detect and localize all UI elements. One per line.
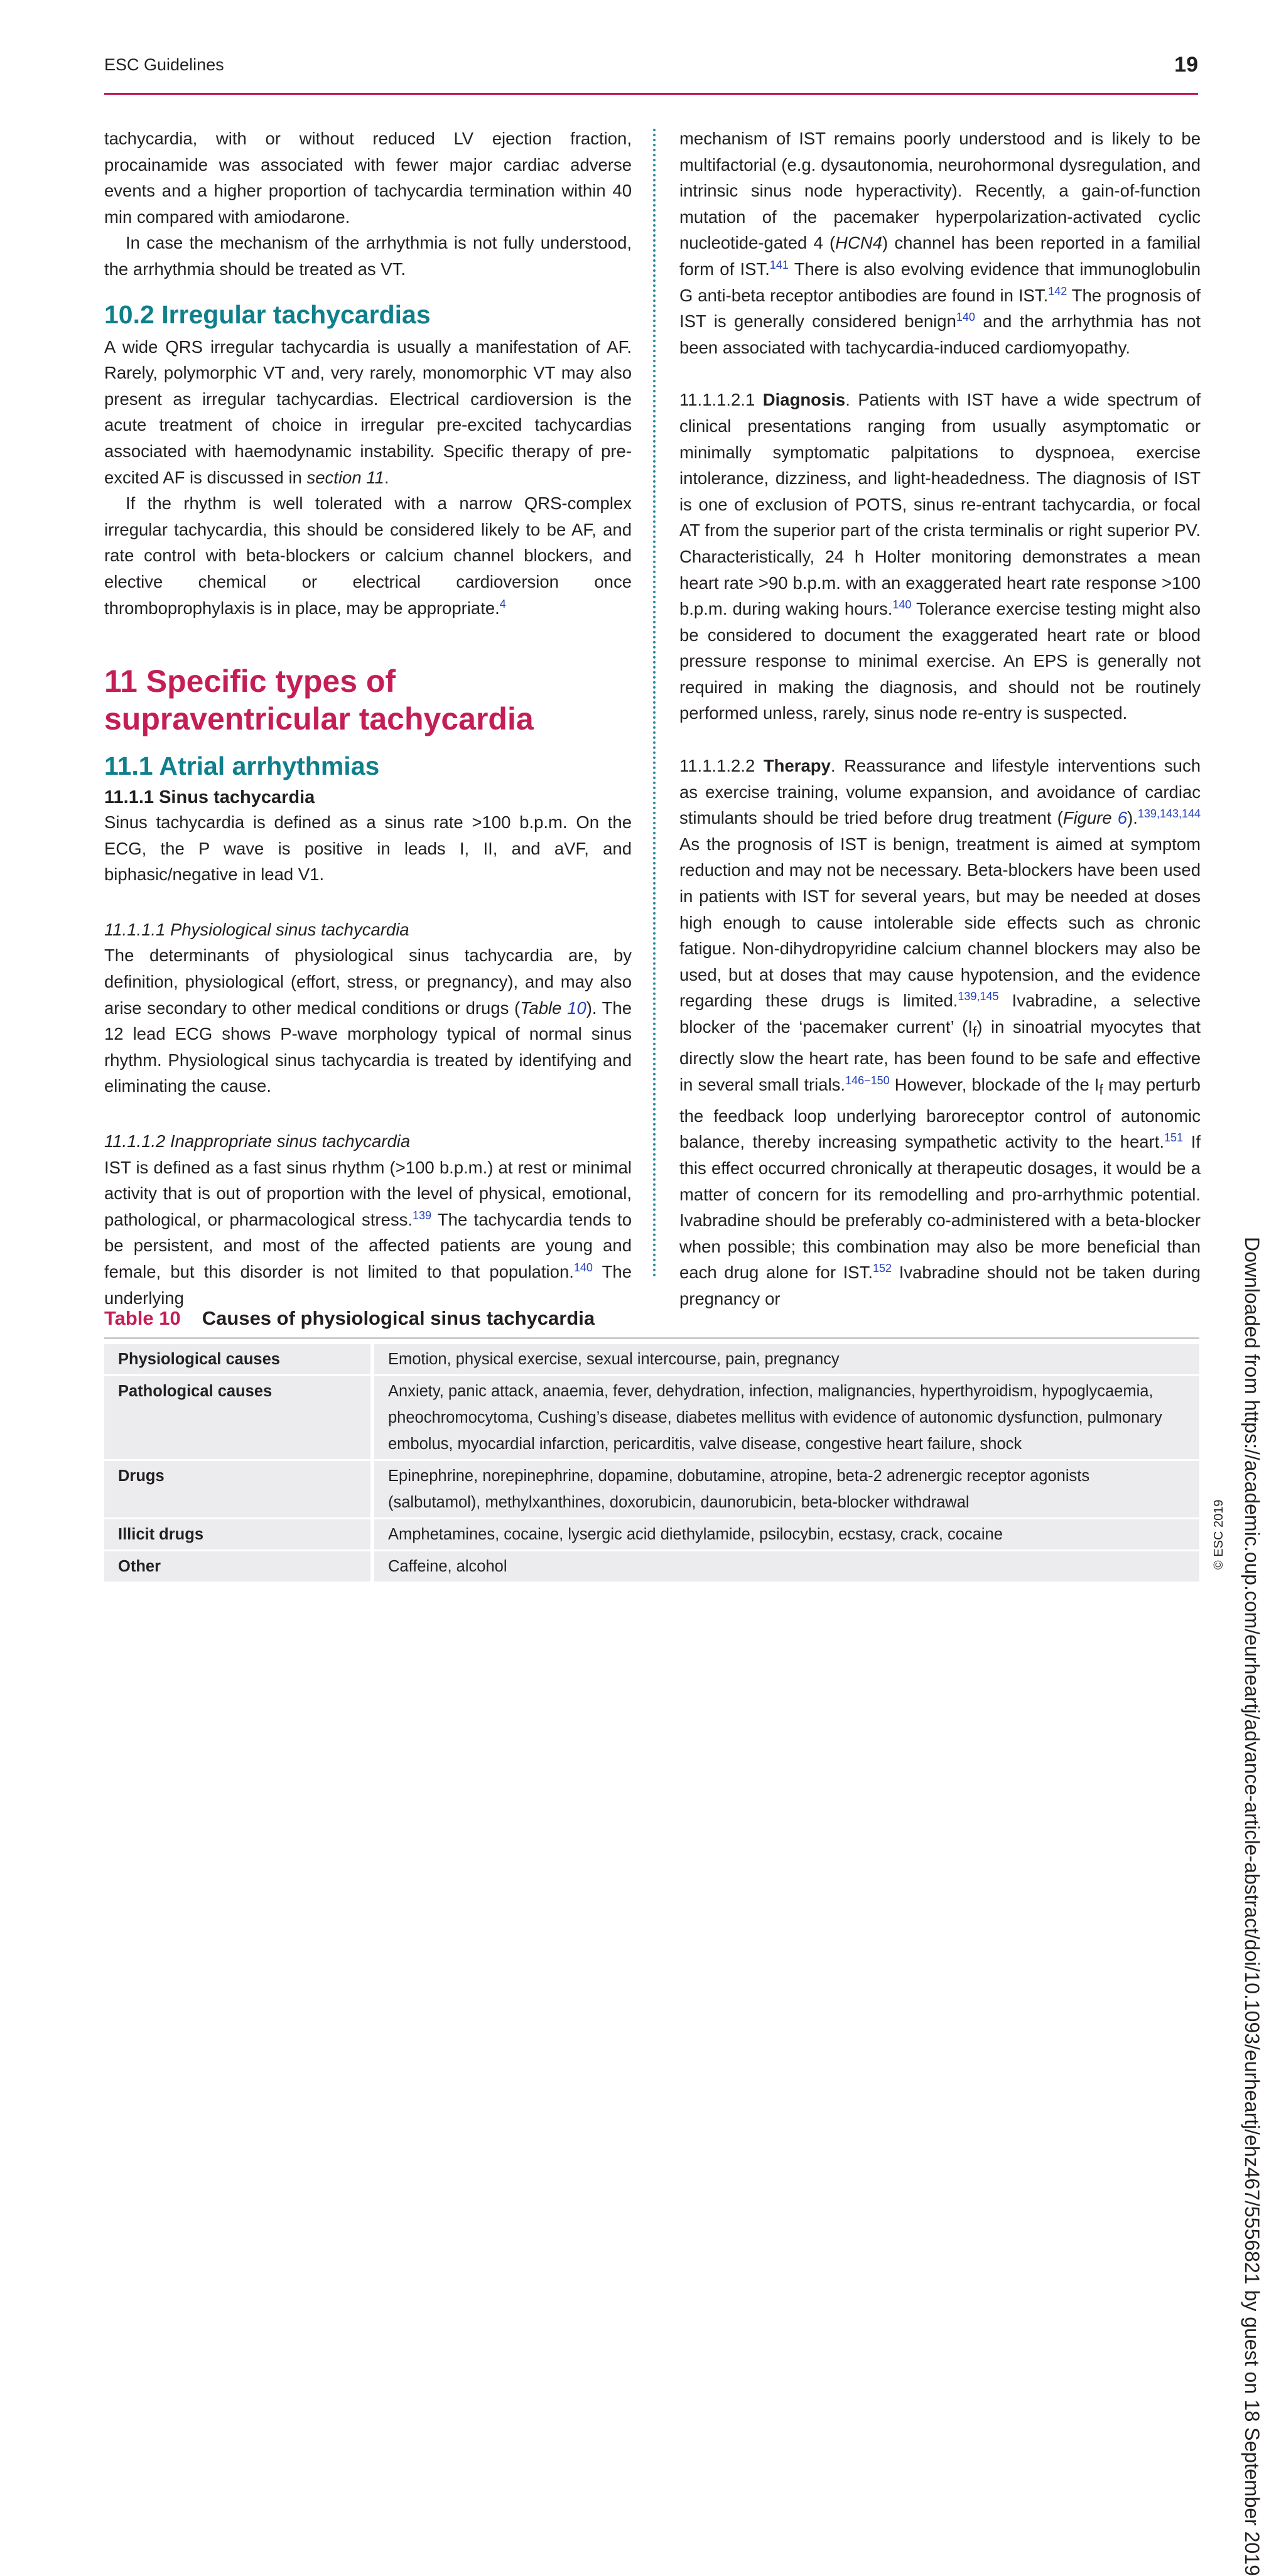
gene-name: HCN4: [835, 233, 883, 253]
table-cell-category: Illicit drugs: [104, 1519, 374, 1549]
table-cell-items: Anxiety, panic attack, anaemia, fever, dehydration, infection, malignancies, hyperthyroidism, hypoglycaemia, pheochromocytoma, Cushing’s disease, diabetes mellitus with evidence of autonomic dysfunction, pulmonary embolus, myocardial infarction, pericarditis, valve disease, congestive heart failure, shock: [374, 1376, 1199, 1459]
table-label: Table 10: [104, 1307, 181, 1329]
table-row: [104, 1461, 1199, 1517]
heading-number: 11.1.1.2.2: [679, 756, 764, 776]
page-number: 19: [1174, 53, 1198, 77]
text: ) in sinoatrial myocytes that directly slow the heart rate, has been found to be safe and effective in several small trials.: [679, 1017, 1201, 1094]
reference-link[interactable]: 140: [956, 311, 975, 323]
table-link-label: Table: [520, 998, 568, 1018]
text: Ivabradine, a selective blocker of the ‘pacemaker current’ (I: [679, 991, 1201, 1037]
text: Tolerance exercise testing might also be considered to document the exaggerated heart rate or blood pressure response to minimal exercise. An EPS is generally not required in making the diagnosis, and should not be routinely performed unless, rarely, sinus node re-entry is suspected.: [679, 599, 1201, 723]
text: ). The 12 lead ECG shows P-wave morphology typical of normal sinus rhythm. Physiological sinus tachycardia is treated by identifying and eliminating the cause.: [104, 998, 632, 1096]
paragraph-physiological: [104, 942, 632, 1099]
table-row: [104, 1551, 1199, 1582]
paragraph-irregular-1: [104, 334, 632, 491]
text: . Reassurance and lifestyle interventions such as exercise training, volume expansion, and avoidance of cardiac stimulants should be tried before drug treatment (: [679, 756, 1201, 828]
text: may perturb the feedback loop underlying baroreceptor control of autonomic balance, thereby increasing sympathetic activity to the heart.: [679, 1074, 1201, 1152]
download-watermark: Downloaded from https://academic.oup.com/eurheartj/advance-article-abstract/doi/10.1093/eurheartj/ehz467/5556821 by guest on 18 September 2019: [1241, 1237, 1263, 2576]
paragraph-mechanism: In case the mechanism of the arrhythmia is not fully understood, the arrhythmia should be treated as VT.: [104, 233, 632, 279]
table-row: [104, 1519, 1199, 1549]
text: The prognosis of IST is generally considered benign: [679, 285, 1201, 331]
heading-diagnosis: Diagnosis: [762, 390, 846, 410]
reference-link[interactable]: 142: [1048, 284, 1067, 298]
paragraph-ist-mechanism: [679, 126, 1201, 360]
left-column: [104, 126, 632, 1311]
text: As the prognosis of IST is benign, treatment is aimed at symptom reduction and may not be necessary. Beta-blockers have been used in patients with IST for several years, but may be needed at doses high enough to cause intolerable side effects such as chronic fatigue. Non-dihydropyridine calcium channel blockers may also be used, but at doses that may cause hypotension, and the evidence regarding these drugs is limited.: [679, 834, 1201, 1011]
spacer: [679, 360, 1201, 387]
paragraph-irregular-2: [104, 490, 632, 621]
reference-link[interactable]: 140: [892, 598, 912, 611]
reference-link[interactable]: 152: [873, 1262, 892, 1275]
table-row: [104, 1344, 1199, 1374]
spacer: [679, 726, 1201, 753]
section-heading-10-2: 10.2 Irregular tachycardias: [104, 299, 431, 329]
text: The underlying: [104, 1262, 632, 1308]
table-caption: Causes of physiological sinus tachycardia: [202, 1307, 595, 1329]
paragraph-ist: [104, 1155, 632, 1312]
text: IST is defined as a fast sinus rhythm (>100 b.p.m.) at rest or minimal activity that is out of proportion with the level of physical, emotional, pathological, or pharmacological stress.: [104, 1157, 632, 1229]
chapter-heading-11: 11 Specific types of supraventricular tachycardia: [104, 664, 534, 737]
heading-number: 11.1.1.2.1: [679, 390, 763, 410]
reference-link[interactable]: 140: [573, 1261, 593, 1274]
subscript: f: [972, 1023, 977, 1040]
running-head: ESC Guidelines: [104, 55, 224, 74]
table-cell-items: Epinephrine, norepinephrine, dopamine, dobutamine, atropine, beta-2 adrenergic receptor agonists (salbutamol), methylxanthines, doxorubicin, daunorubicin, beta-blocker withdrawal: [374, 1461, 1199, 1517]
header-rule: [104, 93, 1198, 95]
text: ) channel has been reported in a familial form of IST.: [679, 233, 1201, 279]
reference-link[interactable]: 139: [413, 1209, 432, 1222]
text: mechanism of IST remains poorly understood and is likely to be multifactorial (e.g. dysautonomia, neurohormonal dysregulation, and intrinsic sinus node hyperactivity). Recently, a gain-of-function mutation of the pacemaker hyperpolarization-activated cyclic nucleotide-gated 4 (: [679, 129, 1201, 253]
text: However, blockade of the I: [889, 1074, 1100, 1094]
copyright-note: © ESC 2019: [1212, 1499, 1226, 1570]
text: If this effect occurred chronically at therapeutic dosages, it would be a matter of concern for its remodelling and pro-arrhythmic potential. Ivabradine should be preferably co-administered with a beta-blocker when possible; this combination may also be more beneficial than each drug alone for IST.: [679, 1132, 1201, 1283]
table-cell-items: Amphetamines, cocaine, lysergic acid diethylamide, psilocybin, ecstasy, crack, cocaine: [374, 1519, 1199, 1549]
reference-link[interactable]: 139,145: [958, 990, 999, 1003]
causes-table: [104, 1342, 1199, 1583]
reference-link[interactable]: 4: [499, 597, 506, 610]
paragraph-diagnosis: [679, 387, 1201, 726]
text: . Patients with IST have a wide spectrum of clinical presentations ranging from usually asymptomatic or minimally symptomatic palpitations to dyspnoea, exercise intolerance, dizziness, and light-headedness. The diagnosis of IST is one of exclusion of POTS, sinus re-entrant tachycardia, or focal AT from the superior part of the crista terminalis or right superior PV. Characteristically, 24 h Holter monitoring demonstrates a mean heart rate >90 b.p.m. with an exaggerated heart rate response >100 b.p.m. during waking hours.: [679, 390, 1201, 619]
paragraph-sinus-tachycardia: Sinus tachycardia is defined as a sinus rate >100 b.p.m. On the ECG, the P wave is positive in leads I, II, and aVF, and biphasic/negative in lead V1.: [104, 812, 632, 885]
heading-inappropriate-sinus: 11.1.1.2 Inappropriate sinus tachycardia: [104, 1131, 411, 1151]
text: There is also evolving evidence that immunoglobulin G anti-beta receptor antibodies are found in IST.: [679, 259, 1201, 305]
text: .: [384, 467, 389, 487]
text: The tachycardia tends to be persistent, and most of the affected patients are young and female, but this disorder is not limited to that population.: [104, 1209, 632, 1281]
reference-link[interactable]: 139,143,144: [1137, 807, 1201, 821]
table-cell-category: Drugs: [104, 1461, 374, 1517]
paragraph-procainamide: tachycardia, with or without reduced LV ejection fraction, procainamide was associated with fewer major cardiac adverse events and a higher proportion of tachycardia termination within 40 min compared with amiodarone.: [104, 129, 632, 227]
table-row: [104, 1376, 1199, 1459]
text: Ivabradine should not be taken during pregnancy or: [679, 1263, 1201, 1308]
table-link[interactable]: 10: [567, 998, 586, 1018]
table-cell-category: Physiological causes: [104, 1344, 374, 1374]
table-cell-category: Other: [104, 1551, 374, 1582]
table-cell-items: Emotion, physical exercise, sexual intercourse, pain, pregnancy: [374, 1344, 1199, 1374]
section-heading-11-1: 11.1 Atrial arrhythmias: [104, 752, 380, 781]
heading-therapy: Therapy: [763, 756, 831, 776]
section-link[interactable]: section 11: [306, 467, 384, 487]
table-cell-items: Caffeine, alcohol: [374, 1551, 1199, 1582]
reference-link[interactable]: 146−150: [845, 1074, 890, 1087]
table-top-rule: [104, 1337, 1199, 1339]
text: and the arrhythmia has not been associated with tachycardia-induced cardiomyopathy.: [679, 311, 1201, 357]
subsection-heading-11-1-1: 11.1.1 Sinus tachycardia: [104, 787, 315, 808]
text: A wide QRS irregular tachycardia is usually a manifestation of AF. Rarely, polymorphic VT and, very rarely, monomorphic VT may also present as irregular tachycardias. Electrical cardioversion is the acute treatment of choice in irregular pre-excited tachycardias associated with haemodynamic instability. Specific therapy of pre-excited AF is discussed in: [104, 337, 632, 487]
table-cell-category: Pathological causes: [104, 1376, 374, 1459]
figure-link-label: Figure: [1062, 808, 1118, 828]
figure-link[interactable]: 6: [1117, 808, 1128, 828]
text: ).: [1127, 808, 1138, 828]
column-divider: [653, 129, 656, 1278]
table-title: [104, 1307, 595, 1330]
reference-link[interactable]: 151: [1164, 1131, 1184, 1145]
text: The determinants of physiological sinus tachycardia are, by definition, physiological (effort, stress, or pregnancy), and may also arise secondary to other medical conditions or drugs (: [104, 946, 632, 1018]
paragraph-therapy: [679, 753, 1201, 1312]
subscript: f: [1099, 1081, 1103, 1098]
heading-physiological-sinus: 11.1.1.1 Physiological sinus tachycardia: [104, 919, 409, 939]
text: If the rhythm is well tolerated with a narrow QRS-complex irregular tachycardia, this should be considered likely to be AF, and rate control with beta-blockers or calcium channel blockers, and elective chemical or electrical cardioversion once thromboprophylaxis is in place, may be appropriate.: [104, 493, 632, 618]
right-column: [679, 126, 1201, 1312]
reference-link[interactable]: 141: [769, 258, 789, 271]
